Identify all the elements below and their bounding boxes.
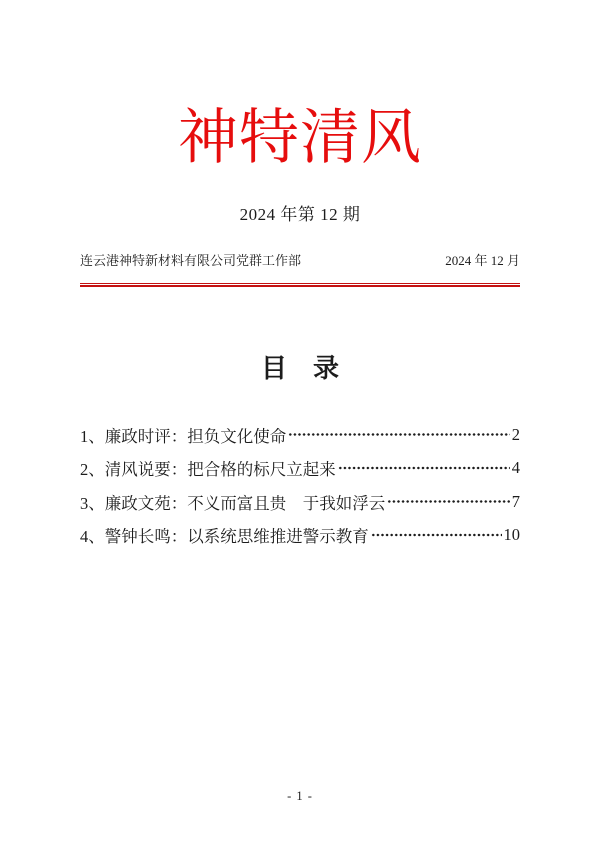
publisher-name: 连云港神特新材料有限公司党群工作部: [80, 252, 302, 268]
red-divider-rule: [80, 283, 520, 288]
toc-entry-text: 3、廉政文苑：不义而富且贵 于我如浮云: [80, 493, 386, 513]
publication-date: 2024 年 12 月: [445, 252, 520, 268]
toc-dot-leader: [387, 485, 510, 519]
toc-entry-page: 4: [511, 458, 520, 478]
toc-entry-page: 2: [511, 424, 520, 444]
toc-entry-text: 2、清风说要：把合格的标尺立起来: [80, 460, 336, 480]
toc-dot-leader: [371, 518, 502, 552]
toc-entry-text: 4、警钟长鸣：以系统思维推进警示教育: [80, 527, 369, 547]
toc-entry-page: 10: [503, 525, 520, 545]
toc-entry-4[interactable]: [80, 518, 520, 552]
toc-entry-3[interactable]: [80, 485, 520, 519]
page-number: - 1 -: [287, 788, 313, 803]
toc-entry-1[interactable]: [80, 418, 520, 452]
toc-entry-text: 1、廉政时评：担负文化使命: [80, 426, 287, 446]
issue-line: 2024 年第 12 期: [239, 205, 361, 224]
toc-dot-leader: [338, 451, 510, 485]
toc-entry-page: 7: [511, 491, 520, 511]
publisher-row: [80, 253, 520, 270]
toc-list: [80, 418, 520, 552]
newsletter-title: 神特清风: [178, 105, 422, 171]
toc-entry-2[interactable]: [80, 451, 520, 485]
toc-dot-leader: [288, 418, 510, 452]
toc-title: 目 录: [260, 354, 339, 384]
